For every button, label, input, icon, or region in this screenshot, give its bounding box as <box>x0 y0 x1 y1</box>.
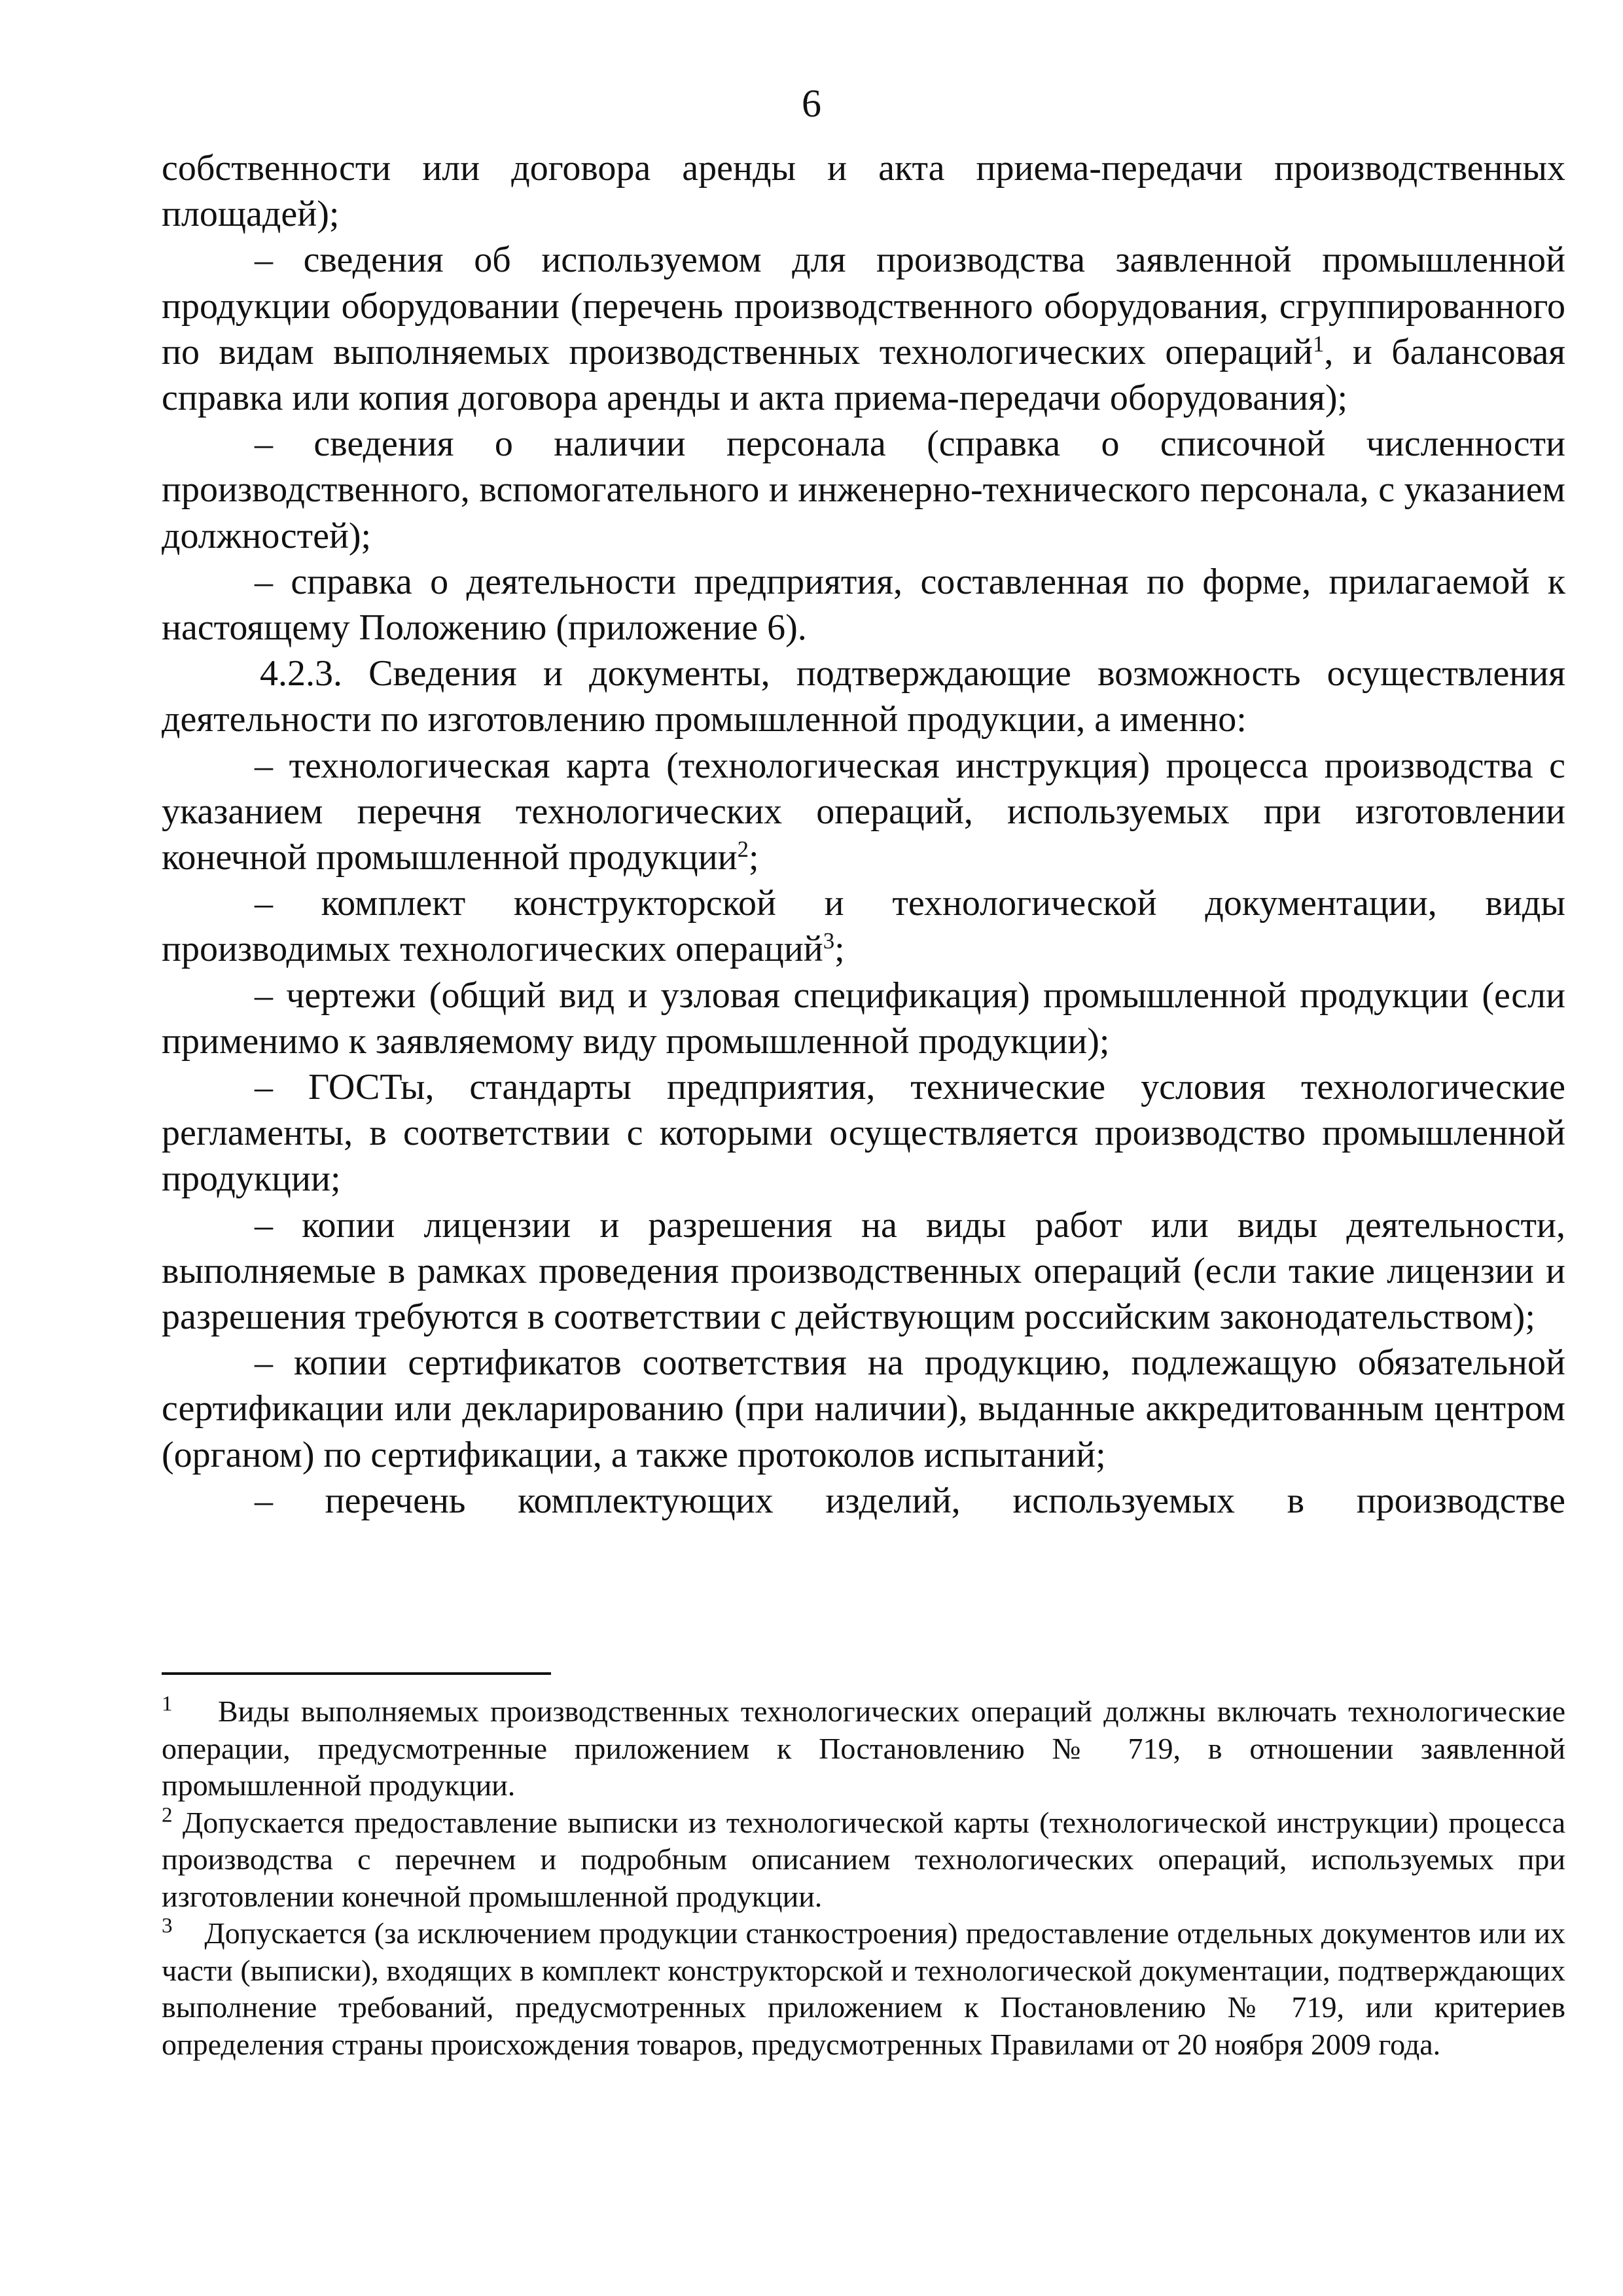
footnote-mark-2: 2 <box>162 1802 173 1827</box>
paragraph-drawings: – чертежи (общий вид и узловая спецификация) промышленной продукции (если применимо к заявляемому виду промышленной продукции); <box>162 975 1565 1062</box>
footnote-text-1: Виды выполняемых производственных технологических операций должны включать технологические операции, предусмотренные приложением к Постановлению № 719, в отношении заявленной промышленной продукции. <box>162 1695 1565 1802</box>
paragraph-licenses: – копии лицензии и разрешения на виды работ или виды деятельности, выполняемые в рамках проведения производственных операций (если такие лицензии и разрешения требуются в соответствии с действующим российским законодательством); <box>162 1204 1565 1338</box>
footnote-ref-3: 3 <box>823 928 835 954</box>
paragraph-section-4-2-3: 4.2.3. Сведения и документы, подтверждающие возможность осуществления деятельности по изготовлению промышленной продукции, а именно: <box>162 653 1565 740</box>
footnote-3 <box>162 1915 1565 2063</box>
page-number: 6 <box>802 82 821 125</box>
footnote-ref-2: 2 <box>737 836 749 862</box>
footnotes <box>162 1693 1565 2063</box>
footnote-mark-3: 3 <box>162 1913 173 1938</box>
footnote-1 <box>162 1693 1565 1804</box>
paragraph-personnel-info: – сведения о наличии персонала (справка о списочной численности производственного, вспомогательного и инженерно-технического персонала, с указанием должностей); <box>162 423 1565 556</box>
paragraph-certificates: – копии сертификатов соответствия на продукцию, подлежащую обязательной сертификации или декларированию (при наличии), выданные аккредитованным центром (органом) по сертификации, а также протоколов испытаний; <box>162 1342 1565 1475</box>
footnote-text-3: Допускается (за исключением продукции станкостроения) предоставление отдельных документов или их части (выписки), входящих в комплект конструкторской и технологической документации, подтверждающих выполнение требований, предусмотренных приложением к Постановлению № 719, или критериев определения страны происхождения товаров, предусмотренных Правилами от 20 ноября 2009 года. <box>162 1916 1565 2061</box>
body-text <box>162 145 1565 1524</box>
paragraph-standards: – ГОСТы, стандарты предприятия, технические условия технологические регламенты, в соответствии с которыми осуществляется производство промышленной продукции; <box>162 1067 1565 1200</box>
footnote-text-2: Допускается предоставление выписки из технологической карты (технологической инструкции) процесса производства с перечнем и подробным описанием технологических операций, используемых при изготовлении конечной промышленной продукции. <box>162 1805 1565 1913</box>
footnote-mark-1: 1 <box>162 1691 173 1716</box>
paragraph-components-list: – перечень комплектующих изделий, используемых в производстве <box>255 1480 1565 1521</box>
paragraph-equipment-info: – сведения об используемом для производства заявленной промышленной продукции оборудовании (перечень производственного оборудования, сгруппированного по видам выполняемых производственных технологических операций$^1$, и балансовая справка или копия договора аренды и акта приема-передачи оборудования); <box>162 240 1566 419</box>
paragraph-company-certificate: – справка о деятельности предприятия, составленная по форме, прилагаемой к настоящему Положению (приложение 6). <box>162 561 1565 649</box>
paragraph-design-documentation: – комплект конструкторской и технологической документации, виды производимых технологических операций$^3$; <box>162 883 1565 970</box>
paragraph-ownership-docs: собственности или договора аренды и акта приема-передачи производственных площадей); <box>162 148 1565 235</box>
footnote-2 <box>162 1804 1565 1916</box>
footnote-ref-1: 1 <box>1312 331 1325 357</box>
footnote-separator <box>162 1672 551 1675</box>
paragraph-technological-card: – технологическая карта (технологическая инструкция) процесса производства с указанием перечня технологических операций, используемых при изготовлении конечной промышленной продукции$^2$; <box>162 745 1565 878</box>
